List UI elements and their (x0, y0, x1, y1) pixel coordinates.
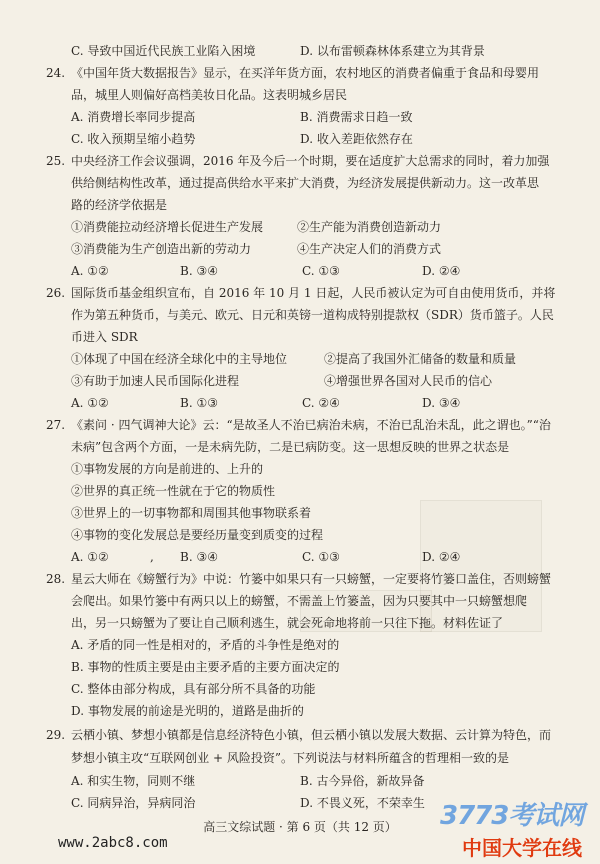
q23-option-c: C. 导致中国近代民族工业陷入困境 (71, 44, 256, 58)
option-b: B. ①③ (180, 396, 218, 410)
option-a: A. ①② (71, 550, 109, 564)
question-stem: 梦想小镇主攻“互联网创业 + 风险投资”。下列说法与材料所蕴含的哲理相一致的是 (71, 751, 509, 765)
option-d: D. ③④ (422, 396, 461, 410)
question-number: 26. (46, 286, 66, 300)
statement-4: ④事物的变化发展总是要经历量变到质变的过程 (71, 528, 324, 542)
site-url: www.2abc8.com (58, 835, 168, 851)
option-a: A. ①② (71, 264, 109, 278)
option-d: D. 收入差距依然存在 (300, 132, 413, 146)
option-d: D. ②④ (422, 550, 461, 564)
question-number: 29. (46, 728, 66, 742)
statement-1: ①体现了中国在经济全球化中的主导地位 (71, 352, 288, 366)
option-c: C. ①③ (302, 264, 340, 278)
statement-3: ③世界上的一切事物都和周围其他事物联系着 (71, 506, 312, 520)
question-number: 24. (46, 66, 66, 80)
statement-2: ②世界的真正统一性就在于它的物质性 (71, 484, 276, 498)
option-d: D. ②④ (422, 264, 461, 278)
statement-2: ②生产能为消费创造新动力 (297, 220, 442, 234)
statement-1: ①事物发展的方向是前进的、上升的 (71, 462, 264, 476)
question-stem: 《中国年货大数据报告》显示，在买洋年货方面，农村地区的消费者偏重于食品和母婴用 (71, 66, 540, 80)
question-stem: 币进入 SDR (71, 330, 138, 344)
question-number: 27. (46, 418, 66, 432)
option-c: C. ②④ (302, 396, 340, 410)
option-a: A. 消费增长率同步提高 (71, 110, 196, 124)
stray-mark: , (150, 550, 154, 564)
option-d: D. 不畏义死，不荣幸生 (300, 796, 425, 810)
watermark-subtitle: 中国大学在线 (462, 836, 582, 860)
bleed-through-figure (420, 500, 542, 632)
q23-option-d: D. 以布雷顿森林体系建立为其背景 (300, 44, 485, 58)
page-footer: 高三文综试题 · 第 6 页（共 12 页） (203, 820, 397, 834)
question-stem: 出，另一只螃蟹为了要让自己顺利逃生，就会死命地将前一只往下拖。材料佐证了 (71, 616, 504, 630)
option-c: C. 同病异治，异病同治 (71, 796, 196, 810)
option-b: B. 事物的性质主要是由主要矛盾的主要方面决定的 (71, 660, 340, 674)
question-stem: 品，城里人则偏好高档美妆日化品。这表明城乡居民 (71, 88, 348, 102)
option-b: B. ③④ (180, 264, 218, 278)
statement-4: ④生产决定人们的消费方式 (297, 242, 442, 256)
statement-3: ③有助于加速人民币国际化进程 (71, 374, 240, 388)
question-stem: 《素问 · 四气调神大论》云：“是故圣人不治已病治未病，不治已乱治未乱，此之谓也。”“治 (71, 418, 551, 432)
statement-1: ①消费能拉动经济增长促进生产发展 (71, 220, 264, 234)
statement-2: ②提高了我国外汇储备的数量和质量 (324, 352, 517, 366)
option-a: A. 矛盾的同一性是相对的，矛盾的斗争性是绝对的 (71, 638, 340, 652)
option-a: A. ①② (71, 396, 109, 410)
option-c: C. 收入预期呈缩小趋势 (71, 132, 196, 146)
option-d: D. 事物发展的前途是光明的，道路是曲折的 (71, 704, 304, 718)
statement-3: ③消费能为生产创造出新的劳动力 (71, 242, 252, 256)
statement-4: ④增强世界各国对人民币的信心 (324, 374, 493, 388)
question-stem: 作为第五种货币，与美元、欧元、日元和英镑一道构成特别提款权（SDR）货币篮子。人民 (71, 308, 554, 322)
question-stem: 国际货币基金组织宣布，自 2016 年 10 月 1 日起，人民币被认定为可自由使用货币，并将 (71, 286, 556, 300)
question-stem: 星云大师在《螃蟹行为》中说：竹篓中如果只有一只螃蟹，一定要将竹篓口盖住，否则螃蟹 (71, 572, 552, 586)
question-stem: 云栖小镇、梦想小镇都是信息经济特色小镇，但云栖小镇以发展大数据、云计算为特色，而 (71, 728, 552, 742)
question-number: 25. (46, 154, 66, 168)
question-number: 28. (46, 572, 66, 586)
option-b: B. 古今异俗，新故异备 (300, 774, 425, 788)
question-stem: 中央经济工作会议强调，2016 年及今后一个时期，要在适度扩大总需求的同时，着力加强 (71, 154, 550, 168)
option-c: C. ①③ (302, 550, 340, 564)
question-stem: 会爬出。如果竹篓中有两只以上的螃蟹，不需盖上竹篓盖，因为只要其中一只螃蟹想爬 (71, 594, 528, 608)
option-b: B. ③④ (180, 550, 218, 564)
option-b: B. 消费需求日趋一致 (300, 110, 413, 124)
watermark-logo: 3773考试网 (440, 801, 584, 831)
question-stem: 未病”包含两个方面，一是未病先防，二是已病防变。这一思想反映的世界之状态是 (71, 440, 510, 454)
question-stem: 路的经济学依据是 (71, 198, 168, 212)
question-stem: 供给侧结构性改革，通过提高供给水平来扩大消费，为经济发展提供新动力。这一改革思 (71, 176, 540, 190)
option-a: A. 和实生物，同则不继 (71, 774, 196, 788)
option-c: C. 整体由部分构成，具有部分所不具备的功能 (71, 682, 316, 696)
